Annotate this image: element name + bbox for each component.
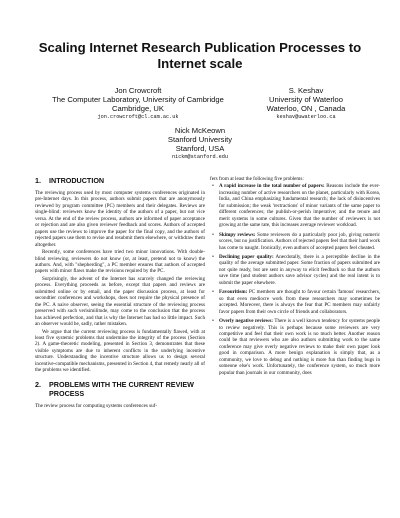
author-email: keshav@uwaterloo.ca xyxy=(276,113,336,120)
list-item xyxy=(210,254,380,286)
section-number: 1. xyxy=(35,176,41,185)
paragraph: Recently, some conferences have tried two minor innovations. With double-blind reviewing, reviewers do not know (or, at least, pretend not to know) the authors. And, with "shepherding", a PC member ensures that authors of accepted papers with minor flaws make the revisions required by the PC. xyxy=(35,249,205,275)
item-text: Some reviewers do a particularly poor job, giving numeric scores, but no justification. Authors of rejected papers feel that their hard work has come to naught. Ironically, even authors of accepted papers feel cheated. xyxy=(219,231,380,251)
author-block xyxy=(40,86,236,121)
list-item xyxy=(210,318,380,376)
section-number: 2. xyxy=(35,379,41,389)
left-column xyxy=(35,176,205,410)
bullet-icon: • xyxy=(212,289,214,296)
item-lead: Overly negative reviews: xyxy=(219,318,273,325)
author-location: Cambridge, UK xyxy=(112,104,164,114)
author-location: Stanford, USA xyxy=(175,144,225,154)
item-lead: Skimpy reviews: xyxy=(219,231,256,238)
author-name: S. Keshav xyxy=(288,86,324,95)
item-lead: A rapid increase in the total number of papers: xyxy=(219,183,325,190)
paragraph: Surprisingly, the advent of the Internet has scarcely changed the reviewing process. Everything proceeds as before, except that papers and reviews are submitted online or by email, and the paper discussion process, at least for secondtier conferences and workshops, does not require the physical presence of the PC. A naive observer, seeing the essential structure of the reviewing process preserved with such verisimilitude, may come to the conclusion that the process has achieved perfection, and that is why the Internet has had so little impact. Such an observer would be, sadly, rather mistaken. xyxy=(35,275,205,328)
author-block xyxy=(244,86,368,121)
author-block xyxy=(130,126,270,161)
item-text: Anecdotally, there is a perceptible decline in the quality of the average submitted paper. Some fraction of papers submitted are not quite ready, but are sent in anyway to elicit feedback so that the authors save time (and student authors save advisor cycles) and the real intent is to submit the paper elsewhere. xyxy=(219,253,380,286)
list-item xyxy=(210,289,380,315)
section-title: PROBLEMS WITH THE CURRENT REVIEW PROCESS xyxy=(49,379,194,398)
author-email: jon.crowcroft@cl.cam.ac.uk xyxy=(97,113,179,120)
bullet-icon: • xyxy=(212,183,214,190)
paragraph: We argue that the current reviewing process is fundamentally flawed, with at least five systemic problems that undermine the integrity of the process (Section 2). A game-theoretic modeling, presented in Section 3, demonstrates that these visible symptoms are due to inherent conflicts in the underlying incentive structure. Understanding the incentive structure allows us to design several incentive-compatible mechanisms, presented in Section 4, that remedy nearly all of the problems we identified. xyxy=(35,328,205,374)
bullet-icon: • xyxy=(212,231,214,238)
author-name: Nick McKeown xyxy=(174,126,226,135)
problem-list xyxy=(210,183,380,376)
item-lead: Declining paper quality: xyxy=(219,253,274,260)
author-email: nickm@stanford.edu xyxy=(171,153,229,160)
section-heading xyxy=(35,176,205,185)
paragraph: The reviewing process used by most computer systems conferences originated in pre-Internet days. In this process, authors submit papers that are anonymously reviewed by program committee (PC) members and their delegates. Reviews are single-blind: reviewers know the identity of the authors of a paper, but not vice versa. At the end of the review process, authors are informed of paper acceptance or rejection and are also given reviewer feedback and scores. Authors of accepted papers use the reviews to improve the paper for the final copy, and the authors of rejected papers use them to revise and resubmit them elsewhere, or withdraw them altogether. xyxy=(35,190,205,248)
item-text: Reasons include the ever-increasing number of active researchers on the planet, particularly with Korea, India, and China emphasizing fundamental research; the lack of disincentives for submission; the weak 'rectractions' of minor variants of the same paper to different conferences; the publish-or-perish imperative; and the tenure and merit systems in some cultures. Given that the number of reviewers is not growing at the same rate, this increases average reviewer workload. xyxy=(219,183,380,229)
paper-title: Scaling Internet Research Publication Processes to Internet scale xyxy=(38,40,362,71)
list-item xyxy=(210,183,380,228)
item-lead: Favouritism: xyxy=(219,289,248,296)
list-item xyxy=(210,232,380,251)
right-column xyxy=(210,176,380,379)
bullet-icon: • xyxy=(212,253,214,260)
section-title: INTRODUCTION xyxy=(49,176,105,185)
author-affiliation: The Computer Laboratory, University of Cambridge xyxy=(52,95,224,105)
item-text: PC members are thought to favour certain 'famous' researchers, so that even mediocre work from these researchers may sometimes be accepted. Moreover, there is always the fear that PC members may unfairly favor papers from their own circle of friends and collaborators. xyxy=(219,289,380,315)
paragraph: fers from at least the following five problems: xyxy=(210,176,304,182)
author-location: Waterloo, ON , Canada xyxy=(266,104,346,114)
author-affiliation: Stanford University xyxy=(167,135,233,145)
paragraph: The review process for computing systems conferences suf- xyxy=(35,402,158,409)
item-text: There is a well known tendency for systems people to review negatively. This is perhaps because some reviewers are very competitive and feel that their own work is no much better. Another reason could be that reviewers who are also authors submitting work to the same conference may give overly negative reviews to make their own paper look good in comparison. A more benign explanation is simply that, as a community, we love to debug and nothing is more fun than finding bugs in someone else's work. Unfortunately, the conference system, so much more popular than journals in our community, does xyxy=(219,318,380,376)
author-affiliation: University of Waterloo xyxy=(269,95,343,105)
section-heading xyxy=(35,380,205,398)
author-name: Jon Crowcroft xyxy=(114,86,162,95)
bullet-icon: • xyxy=(212,318,214,325)
